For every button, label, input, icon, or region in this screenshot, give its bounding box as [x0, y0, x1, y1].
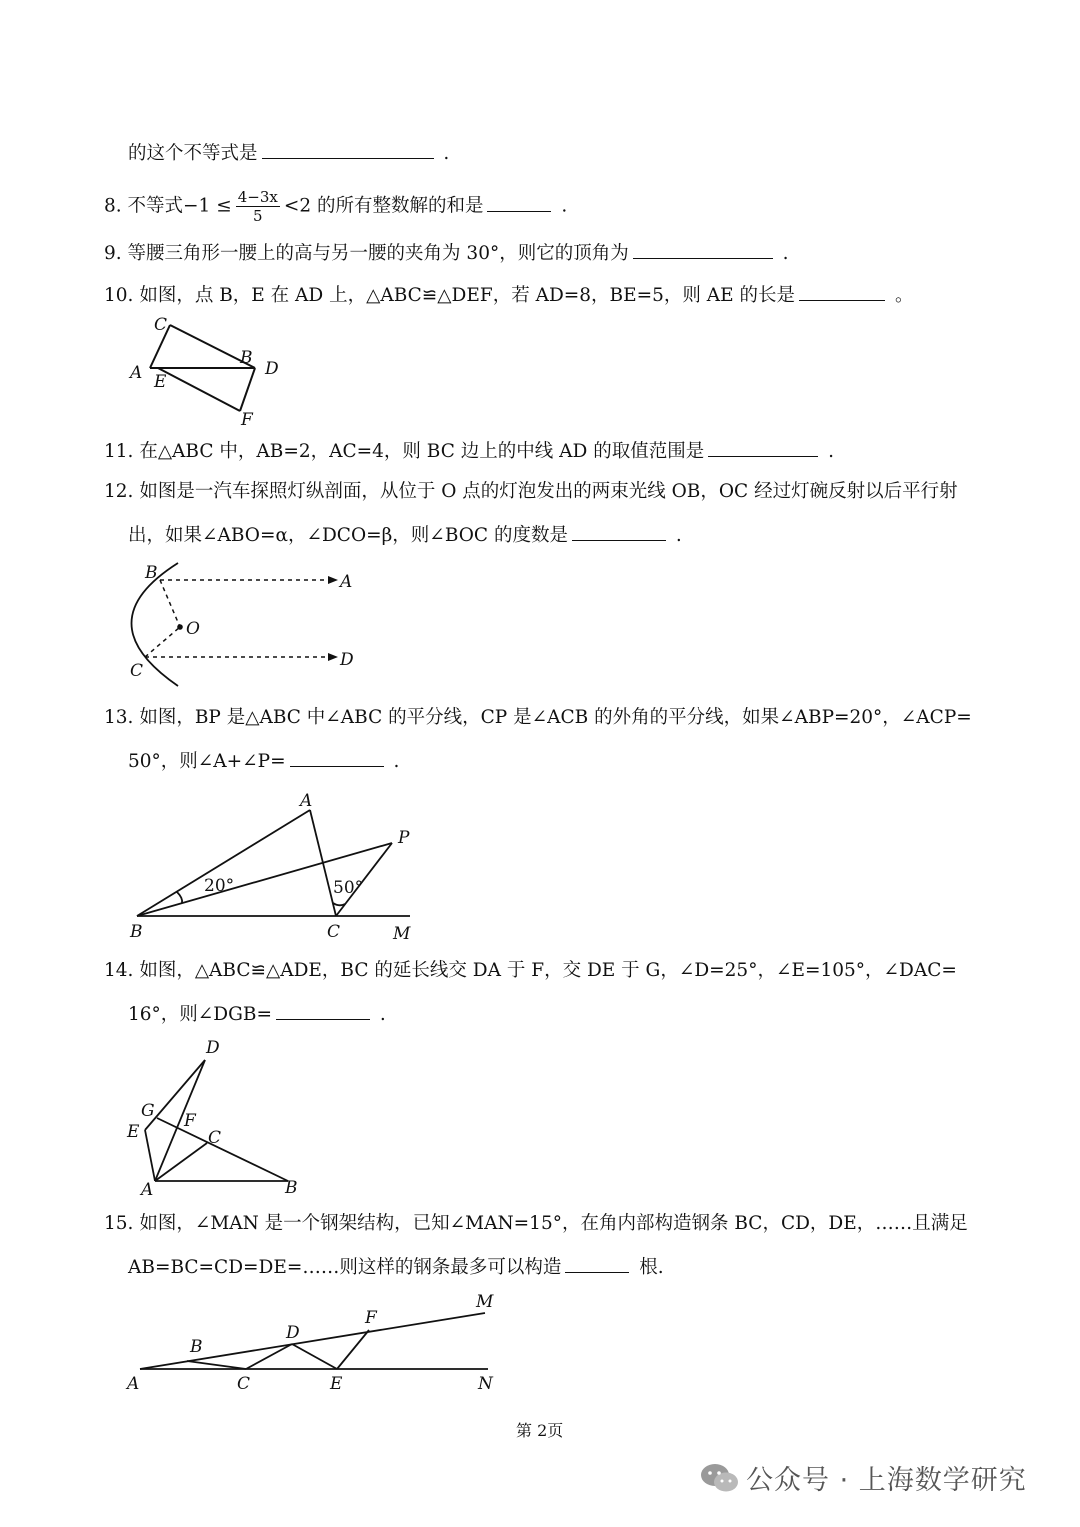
watermark-text: 公众号 · 上海数学研究 — [746, 1465, 1027, 1496]
q10-label-a: A — [130, 363, 143, 383]
q12-label-b: B — [145, 563, 158, 583]
q15-label-e: E — [330, 1374, 343, 1394]
page-number: 第 2页 — [516, 1421, 564, 1440]
q14-label-e: E — [127, 1122, 140, 1142]
q9-end: . — [782, 243, 789, 264]
q11-end: . — [828, 441, 834, 462]
q13-text-2: 50°，则∠A+∠P= — [128, 751, 286, 772]
q12-text-2: 出，如果∠ABO=α，∠DCO=β，则∠BOC 的度数是 — [128, 525, 568, 546]
q12-label-a: A — [340, 572, 353, 592]
q11-text: 在△ABC 中，AB=2，AC=4，则 BC 边上的中线 AD 的取值范围是 — [139, 441, 705, 462]
q8-text-pre: 不等式−1 ≤ — [127, 195, 232, 217]
q14-label-d: D — [206, 1038, 220, 1058]
q15-label-c: C — [237, 1374, 251, 1394]
q10-label-c: C — [154, 315, 168, 335]
q9-text: 等腰三角形一腰上的高与另一腰的夹角为 30°，则它的顶角为 — [127, 243, 629, 264]
q12-end: . — [675, 525, 682, 546]
q13-angle-20: 20° — [204, 876, 235, 896]
q14-text-1: 如图，△ABC≌△ADE，BC 的延长线交 DA 于 F，交 DE 于 G，∠D=25°，∠E=105°，∠DAC= — [139, 960, 957, 981]
q10-number: 10. — [104, 285, 134, 306]
q15-label-n: N — [478, 1374, 493, 1394]
q8-number: 8. — [104, 195, 122, 217]
watermark — [700, 1458, 1027, 1497]
q13-text-1: 如图，BP 是△ABC 中∠ABC 的平分线，CP 是∠ACB 的外角的平分线，如果∠ABP=20°，∠ACP= — [139, 707, 972, 728]
q13-label-c: C — [327, 922, 341, 942]
q14-end: . — [379, 1004, 386, 1025]
q8-end: . — [561, 195, 568, 217]
q15-label-m: M — [476, 1292, 494, 1312]
q13-angle-50: 50° — [333, 878, 364, 898]
q10-label-d: D — [265, 359, 279, 379]
q13-label-b: B — [130, 922, 143, 942]
q8-frac-numerator: 4−3x — [237, 188, 278, 206]
q10-label-f: F — [241, 410, 253, 430]
q15-label-a: A — [127, 1374, 140, 1394]
q15-text-1: 如图，∠MAN 是一个钢架结构，已知∠MAN=15°，在角内部构造钢条 BC，CD，DE，……且满足 — [139, 1213, 968, 1234]
q10-label-e: E — [154, 372, 167, 392]
q8-text-post: <2 的所有整数解的和是 — [283, 195, 484, 217]
q13-number: 13. — [104, 707, 134, 728]
q12-number: 12. — [104, 481, 134, 502]
q13-end: . — [393, 751, 400, 772]
q12-text-1: 如图是一汽车探照灯纵剖面，从位于 O 点的灯泡发出的两束光线 OB，OC 经过灯碗反射以后平行射 — [139, 481, 958, 502]
q14-text-2: 16°，则∠DGB= — [128, 1004, 272, 1025]
q11-number: 11. — [104, 441, 134, 462]
q12-label-o: O — [186, 619, 200, 639]
q15-end: 根. — [639, 1257, 664, 1278]
q15-label-b: B — [190, 1337, 203, 1357]
q15-label-f: F — [365, 1308, 377, 1328]
q14-label-b: B — [285, 1178, 298, 1198]
q13-label-a: A — [300, 791, 313, 811]
q15-label-d: D — [286, 1323, 300, 1343]
q14-label-g: G — [141, 1101, 155, 1121]
q8-frac-denominator: 5 — [252, 207, 263, 225]
q7-end: . — [443, 143, 450, 164]
q15-text-2: AB=BC=CD=DE=……则这样的钢条最多可以构造 — [128, 1257, 562, 1278]
q9-number: 9. — [104, 243, 122, 264]
q14-label-a: A — [141, 1180, 154, 1200]
q14-label-f: F — [184, 1111, 196, 1131]
q13-label-m: M — [393, 924, 411, 944]
q10-text: 如图，点 B，E 在 AD 上，△ABC≌△DEF，若 AD=8，BE=5，则 AE 的长是 — [139, 285, 796, 306]
q12-label-c: C — [130, 661, 144, 681]
q15-number: 15. — [104, 1213, 134, 1234]
q12-label-d: D — [340, 650, 354, 670]
q14-number: 14. — [104, 960, 134, 981]
wechat-icon — [700, 1461, 740, 1495]
q14-label-c: C — [208, 1128, 222, 1148]
q10-label-b: B — [240, 348, 253, 368]
q7-text: 的这个不等式是 — [128, 143, 258, 164]
q13-label-p: P — [398, 828, 410, 848]
q10-end: 。 — [894, 285, 914, 306]
